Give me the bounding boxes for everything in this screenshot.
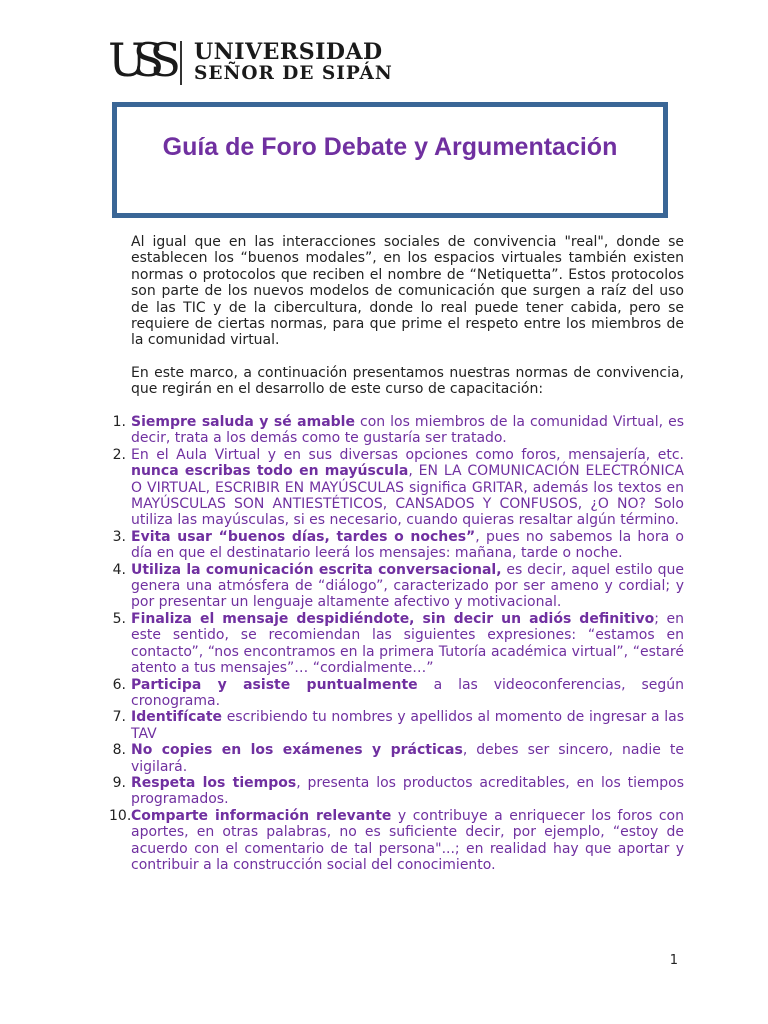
rule-item <box>112 561 684 611</box>
rule-number: 1. <box>112 414 126 430</box>
rule-item <box>112 610 684 677</box>
rule-number: 3. <box>112 528 126 545</box>
rule-emphasis: Respeta los tiempos <box>131 774 297 791</box>
rule-text: con los miembros de la comunidad Virtual, es decir, trata a los demás como te gustaría ser tratado. <box>131 414 685 447</box>
rule-number: 9. <box>112 774 126 791</box>
university-logo <box>108 33 393 88</box>
rule-emphasis: No copies en los exámenes y prácticas <box>131 742 463 759</box>
rules-list <box>109 414 685 873</box>
rule-item <box>112 742 684 775</box>
rule-item <box>112 528 684 562</box>
rule-emphasis: Comparte información relevante <box>131 807 392 824</box>
rule-emphasis: nunca escribas todo en mayúscula <box>131 463 409 480</box>
rule-text: a las videoconferencias, según cronograma. <box>131 676 684 709</box>
intro-paragraph-1: Al igual que en las interacciones sociales de convivencia "real", donde se establecen los “buenos modales”, en los espacios virtuales también existen normas o protocolos que reciben el nombre de “Netiquetta”. Estos protocolos son parte de los nuevos modelos de comunicación que surgen a raíz del uso de las TIC y de la cibercultura, donde lo real puede tener cabida, pero se requiere de ciertas normas, para que prime el respeto entre los miembros de la comunidad virtual. <box>131 234 684 349</box>
rule-item <box>112 774 685 808</box>
logo-mark-text: USS <box>108 33 167 87</box>
logo-wordmark <box>194 39 393 84</box>
rule-text: , debes ser sincero, nadie te vigilará. <box>131 742 684 775</box>
title-box <box>112 102 668 218</box>
rule-text: es decir, aquel estilo que genera una atmósfera de “diálogo”, caracterizado por ser ameno y cordial; y por presentar un lenguaje altamente afectivo y motivacional. <box>131 561 684 611</box>
rule-number: 5. <box>112 610 126 627</box>
rule-emphasis: Siempre saluda y sé amable <box>131 414 355 430</box>
rule-text: , presenta los productos acreditables, en los tiempos programados. <box>131 774 685 808</box>
rule-text: y contribuye a enriquecer los foros con aportes, en otras palabras, no es suficiente decir, por ejemplo, “estoy de acuerdo con el comentario de tal persona"...; en realidad hay que aportar y contribuir a la construcción social del conocimiento. <box>131 807 685 873</box>
rule-number: 8. <box>112 742 126 759</box>
intro-section <box>131 234 684 414</box>
rule-number: 6. <box>112 676 126 693</box>
rule-text: escribiendo tu nombres y apellidos al momento de ingresar a las TAV <box>131 709 684 742</box>
rule-item <box>112 709 684 742</box>
rule-emphasis: Identifícate <box>131 709 223 726</box>
rule-item <box>112 414 685 447</box>
uss-logo-mark <box>108 33 170 87</box>
rule-item <box>112 676 684 710</box>
logo-line-2: SEÑOR DE SIPÁN <box>194 63 393 84</box>
page-number: 1 <box>669 953 678 968</box>
logo-line-1: UNIVERSIDAD <box>194 39 383 65</box>
rule-number: 4. <box>112 561 126 578</box>
rule-number: 10. <box>109 807 132 824</box>
rule-emphasis: Finaliza el mensaje despidiéndote, sin decir un adiós definitivo <box>131 610 655 627</box>
rule-emphasis: Evita usar “buenos días, tardes o noches” <box>131 528 476 545</box>
rule-text: , EN LA COMUNICACIÓN ELECTRÓNICA O VIRTUAL, ESCRIBIR EN MAYÚSCULAS significa GRITAR, además los textos en MAYÚSCULAS SON ANTIESTÉTICOS, CANSADOS Y CONFUSOS, ¿O NO? Solo utiliza las mayúsculas, si es necesario, cuando quieras resaltar algún término. <box>131 463 684 529</box>
rule-item <box>112 446 684 529</box>
rule-text: ; en este sentido, se recomiendan las siguientes expresiones: “estamos en contacto”, “nos encontramos en la primera Tutoría académica virtual”, “estaré atento a tus mensajes”… “cordialmente…” <box>131 610 684 677</box>
intro-paragraph-2: En este marco, a continuación presentamos nuestras normas de convivencia, que regirán en el desarrollo de este curso de capacitación: <box>131 364 684 398</box>
rule-number: 7. <box>112 709 126 726</box>
logo-divider <box>180 41 182 85</box>
rule-prefix: En el Aula Virtual y en sus diversas opciones como foros, mensajería, etc. <box>131 446 684 463</box>
document-title: Guía de Foro Debate y Argumentación <box>162 133 618 161</box>
rule-emphasis: Participa y asiste puntualmente <box>131 676 418 693</box>
rule-emphasis: Utiliza la comunicación escrita conversacional, <box>131 561 502 578</box>
rule-item <box>109 807 685 874</box>
rule-text: , pues no sabemos la hora o día en que el destinatario leerá los mensajes: mañana, tarde o noche. <box>131 528 684 562</box>
rule-number: 2. <box>112 446 126 463</box>
